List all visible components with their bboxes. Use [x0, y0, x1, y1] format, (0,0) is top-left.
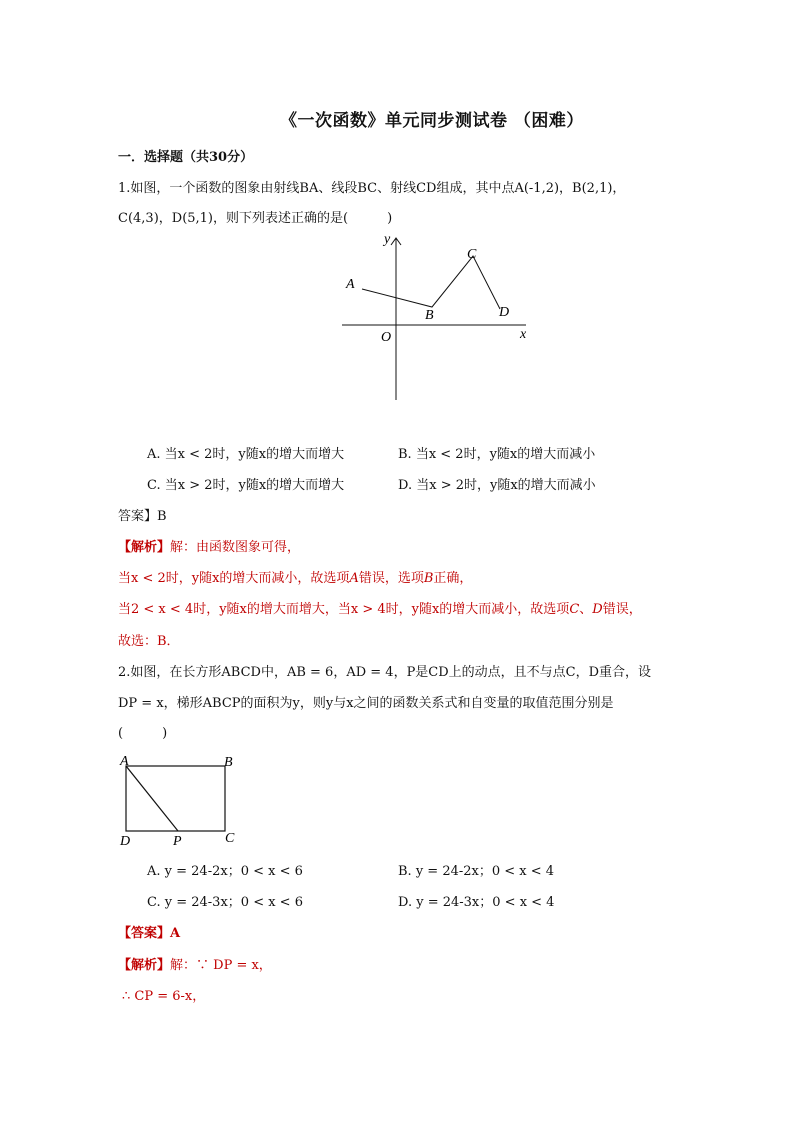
label-b: B	[224, 755, 233, 770]
q1-option-b: B. 当x < 2时，y随x的增大而减小	[398, 447, 596, 462]
q1-conclusion: 故选：B．	[118, 634, 180, 649]
q2-analysis	[118, 954, 272, 973]
analysis-tag: 【解析】	[118, 958, 171, 973]
q1-option-a: A. 当x < 2时，y随x的增大而增大	[147, 447, 345, 462]
text-part: 当2 < x < 4时，y随x的增大而增大，当x > 4时，y随x的增大而减小，故选项	[118, 602, 570, 617]
q2-option-a: A. y = 24-2x；0 < x < 6	[147, 864, 303, 879]
function-polyline	[362, 256, 500, 309]
text-part: 错误，选项	[358, 571, 424, 586]
label-c: C	[467, 247, 477, 262]
option-letter: A	[349, 571, 359, 586]
analysis-text: 解：∵ DP = x，	[170, 958, 272, 973]
q1-option-d: D. 当x > 2时，y随x的增大而减小	[398, 478, 596, 493]
label-a: A	[120, 754, 129, 769]
rectangle-abcd	[126, 766, 225, 831]
text-part: 正确，	[433, 571, 473, 586]
option-letter: B	[423, 571, 434, 586]
label-c: C	[225, 831, 235, 846]
option-letter: C	[569, 602, 580, 617]
q1-option-c: C. 当x > 2时，y随x的增大而增大	[147, 478, 345, 493]
q2-option-b: B. y = 24-2x；0 < x < 4	[398, 864, 555, 879]
q2-analysis-line1: ∴ CP = 6-x，	[122, 989, 206, 1004]
analysis-tag: 【解析】	[118, 540, 171, 555]
text-part: 错误，	[602, 602, 642, 617]
separator: 、	[579, 602, 593, 617]
text-part: 当x < 2时，y随x的增大而减小，故选项	[118, 571, 350, 586]
section-heading: 一．选择题（共30分）	[118, 150, 254, 165]
label-x: x	[520, 327, 527, 342]
label-b: B	[425, 308, 434, 323]
q2-option-c: C. y = 24-3x；0 < x < 6	[147, 895, 303, 910]
page-title: 《一次函数》单元同步测试卷 （困难）	[280, 111, 584, 131]
label-p: P	[173, 834, 182, 849]
q1-answer: 答案】B	[118, 509, 167, 524]
q2-stem-line2: DP = x，梯形ABCP的面积为y，则y与x之间的函数关系式和自变量的取值范围分别是	[118, 696, 614, 711]
option-letter: D	[592, 602, 603, 617]
label-a: A	[346, 277, 355, 292]
q2-option-d: D. y = 24-3x；0 < x < 4	[398, 895, 555, 910]
q1-function-graph	[330, 228, 540, 406]
segment-ap	[126, 766, 178, 831]
q2-stem-line3: ( )	[118, 726, 168, 741]
q1-analysis	[118, 536, 300, 555]
q1-analysis-line1	[118, 567, 472, 586]
q2-stem-line1: 2.如图，在长方形ABCD中，AB = 6，AD = 4，P是CD上的动点，且不与点C，D重合，设	[118, 665, 652, 680]
q2-answer: 【答案】A	[118, 926, 181, 941]
analysis-text: 解：由函数图象可得，	[170, 540, 301, 555]
q1-analysis-line2	[118, 598, 642, 617]
label-origin: O	[381, 330, 392, 345]
label-d: D	[499, 305, 510, 320]
q2-rectangle-figure	[112, 750, 247, 850]
label-d: D	[120, 834, 131, 849]
label-y: y	[384, 232, 391, 247]
q1-stem-line1: 1.如图，一个函数的图象由射线BA、线段BC、射线CD组成，其中点A(-1,2)，B(2,1)，	[118, 181, 626, 196]
q1-stem-line2: C(4,3)，D(5,1)，则下列表述正确的是( )	[118, 211, 393, 226]
